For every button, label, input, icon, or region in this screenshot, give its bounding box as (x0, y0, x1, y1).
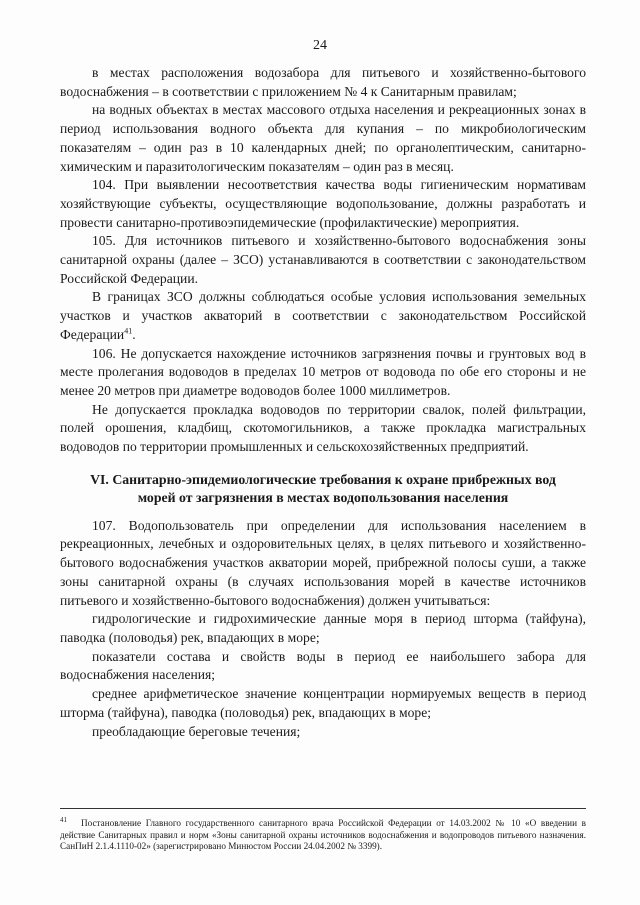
footnote-text: Постановление Главного государственного санитарного врача Российской Федерации от 14.03.2002 № 10 «О введении в действие Санитарных правил и норм «Зоны санитарной охраны источников водоснабжения и водопроводов питьевого назначения. СанПиН 2.1.4.1110-02» (зарегистрировано Минюстом России 24.04.2002 № 3399). (60, 818, 586, 852)
paragraph: 107. Водопользователь при определении для использования населением в рекреационных, лечебных и оздоровительных целях, в целях питьевого и хозяйственно-бытового водоснабжения участков акватории морей, прибрежной полосы суши, а также зоны санитарной охраны (в случаях использования морей в качестве источников питьевого и хозяйственно-бытового водоснабжения) должен учитываться: (60, 517, 586, 608)
paragraph-zso-text: В границах ЗСО должны соблюдаться особые условия использования земельных участков и участков акваторий в соответствии с законодательством Российской Федерации (60, 289, 586, 342)
footnote-reference: 41 (124, 326, 133, 336)
paragraph: Не допускается прокладка водоводов по территории свалок, полей фильтрации, полей орошения, кладбищ, скотомогильников, а также прокладка магистральных водоводов по территории промышленных и сельскохозяйственных предприятий. (60, 401, 586, 455)
paragraph: 106. Не допускается нахождение источников загрязнения почвы и грунтовых вод в месте пролегания водоводов в пределах 10 метров от водовода по обе его стороны и не менее 20 метров при диаметре водоводов более 1000 миллиметров. (60, 345, 586, 398)
paragraph: 105. Для источников питьевого и хозяйственно-бытового водоснабжения зоны санитарной охраны (далее – ЗСО) устанавливаются в соответствии с законодательством Российской Федерации. (60, 233, 586, 286)
paragraph-zso (60, 288, 586, 344)
paragraph: преобладающие береговые течения; (92, 723, 301, 739)
paragraph: 104. При выявлении несоответствия качества воды гигиеническим нормативам хозяйствующие субъекты, осуществляющие водопользование, должны разработать и провести санитарно-противоэпидемические (профилактические) мероприятия. (60, 177, 586, 230)
page-number: 24 (313, 38, 327, 53)
paragraph-zso-end: . (132, 326, 136, 342)
footnote-number: 41 (60, 816, 67, 824)
paragraph: гидрологические и гидрохимические данные моря в период шторма (тайфуна), паводка (половодья) рек, впадающих в море; (60, 611, 586, 645)
footnote (60, 808, 586, 853)
paragraph: среднее арифметическое значение концентрации нормируемых веществ в период шторма (тайфуна), паводка (половодья) рек, впадающих в море; (60, 686, 586, 720)
paragraph: в местах расположения водозабора для питьевого и хозяйственно-бытового водоснабжения – в соответствии с приложением № 4 к Санитарным правилам; (60, 65, 586, 99)
paragraph: показатели состава и свойств воды в период ее наибольшего забора для водоснабжения населения; (60, 648, 586, 683)
document-body (60, 64, 586, 741)
section-heading: VI. Санитарно-эпидемиологические требования к охране прибрежных вод морей от загрязнения в местах водопользования населения (90, 471, 556, 505)
paragraph: на водных объектах в местах массового отдыха населения и рекреационных зонах в период использования водного объекта для купания – по микробиологическим показателям – один раз в 10 календарных дней; по органолептическим, санитарно-химическим и паразитологическим показателям – один раз в месяц. (60, 102, 586, 174)
